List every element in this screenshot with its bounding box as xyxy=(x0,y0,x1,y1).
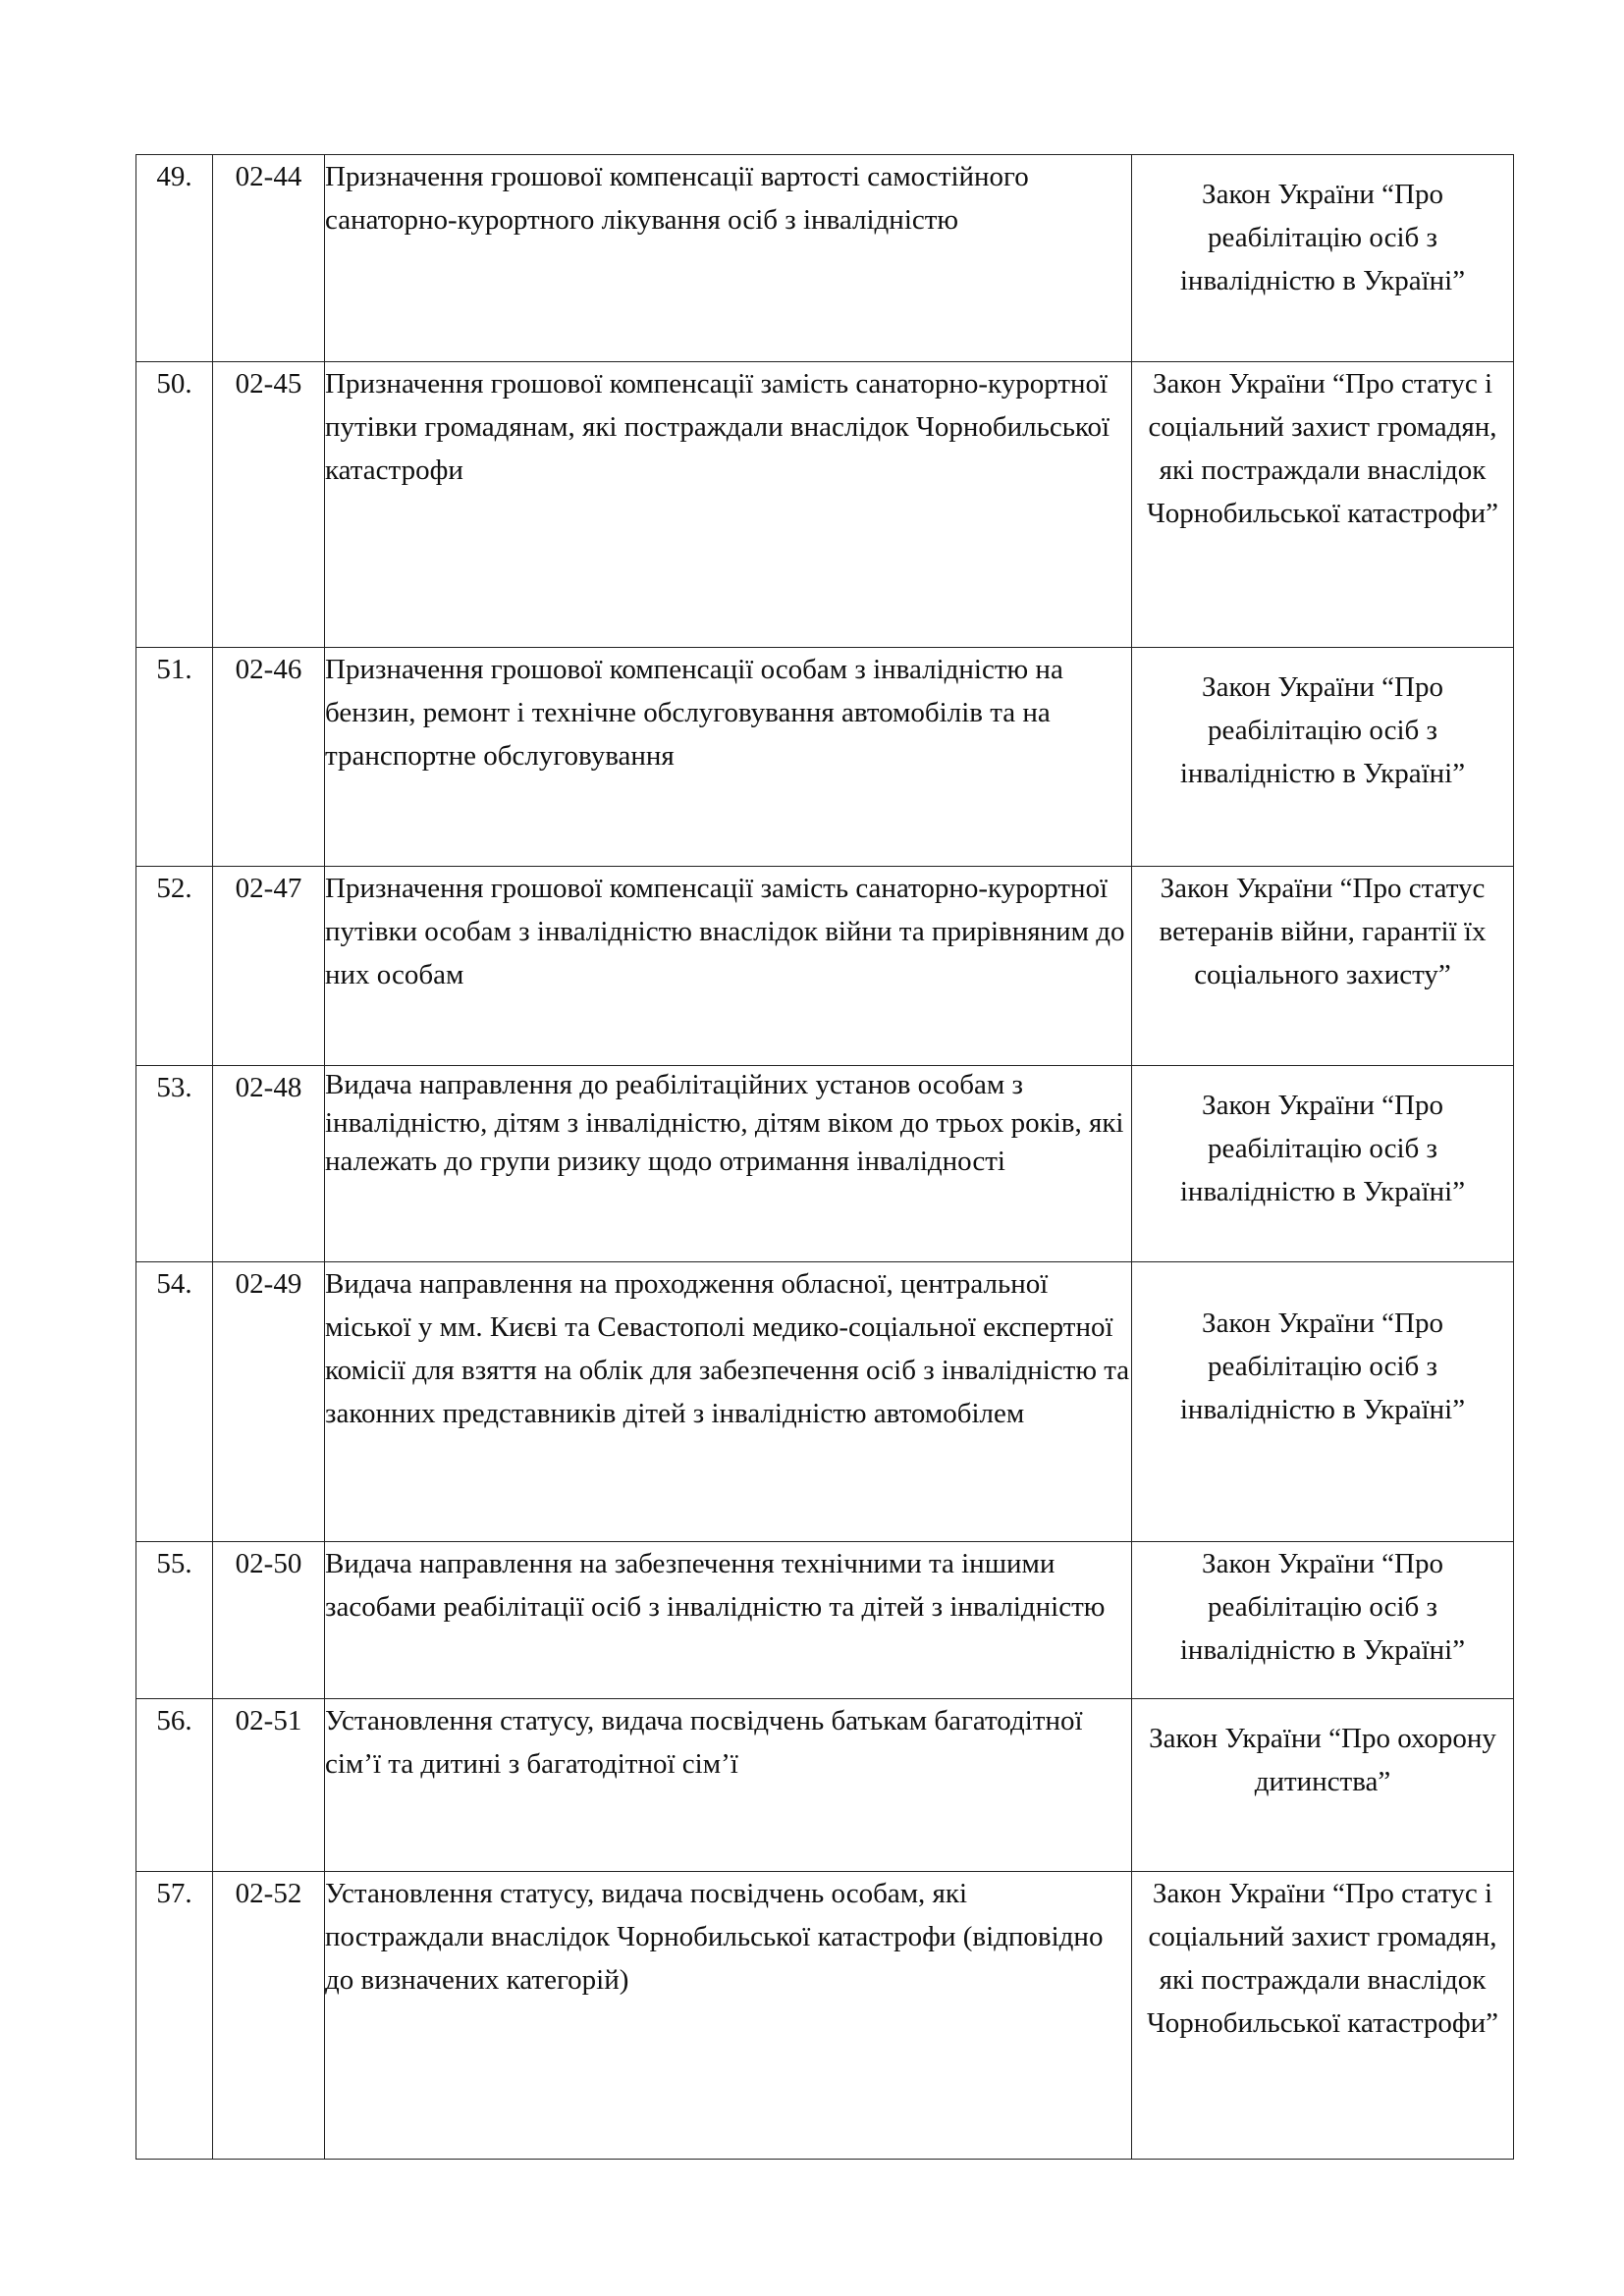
service-name: Видача направлення до реабілітаційних установ особам з інвалідністю, дітям з інвалідністю, дітям віком до трьох років, які належать до групи ризику щодо отримання інвалідності xyxy=(325,1066,1132,1262)
service-name: Установлення статусу, видача посвідчень особам, які постраждали внаслідок Чорнобильської катастрофи (відповідно до визначених категорій) xyxy=(325,1872,1132,2160)
service-name: Призначення грошової компенсації вартості самостійного санаторно-курортного лікування осіб з інвалідністю xyxy=(325,155,1132,362)
service-name: Призначення грошової компенсації замість санаторно-курортної путівки особам з інвалідністю внаслідок війни та прирівняним до них особам xyxy=(325,867,1132,1066)
row-number: 52. xyxy=(136,867,213,1066)
legal-basis: Закон України “Про статус ветеранів війни, гарантії їх соціального захисту” xyxy=(1132,867,1514,1066)
table-row xyxy=(136,1542,1514,1699)
service-code: 02-46 xyxy=(213,648,325,867)
table-row xyxy=(136,648,1514,867)
service-name: Видача направлення на проходження обласної, центральної міської у мм. Києві та Севастополі медико-соціальної експертної комісії для взяття на облік для забезпечення осіб з інвалідністю та законних представників дітей з інвалідністю автомобілем xyxy=(325,1262,1132,1542)
legal-basis: Закон України “Про реабілітацію осіб з інвалідністю в Україні” xyxy=(1132,648,1514,867)
service-code: 02-49 xyxy=(213,1262,325,1542)
legal-basis: Закон України “Про реабілітацію осіб з інвалідністю в Україні” xyxy=(1132,1542,1514,1699)
service-code: 02-48 xyxy=(213,1066,325,1262)
row-number: 53. xyxy=(136,1066,213,1262)
row-number: 57. xyxy=(136,1872,213,2160)
services-table xyxy=(135,154,1514,2160)
row-number: 56. xyxy=(136,1699,213,1872)
legal-basis: Закон України “Про охорону дитинства” xyxy=(1132,1699,1514,1872)
legal-basis: Закон України “Про реабілітацію осіб з інвалідністю в Україні” xyxy=(1132,1262,1514,1542)
service-code: 02-47 xyxy=(213,867,325,1066)
service-code: 02-44 xyxy=(213,155,325,362)
table-row xyxy=(136,362,1514,648)
service-name: Установлення статусу, видача посвідчень батькам багатодітної сім’ї та дитині з багатодітної сім’ї xyxy=(325,1699,1132,1872)
table-row xyxy=(136,1872,1514,2160)
legal-basis: Закон України “Про статус і соціальний захист громадян, які постраждали внаслідок Чорнобильської катастрофи” xyxy=(1132,362,1514,648)
row-number: 51. xyxy=(136,648,213,867)
row-number: 54. xyxy=(136,1262,213,1542)
table-row xyxy=(136,155,1514,362)
table-row xyxy=(136,867,1514,1066)
service-code: 02-45 xyxy=(213,362,325,648)
service-code: 02-50 xyxy=(213,1542,325,1699)
legal-basis: Закон України “Про статус і соціальний захист громадян, які постраждали внаслідок Чорнобильської катастрофи” xyxy=(1132,1872,1514,2160)
legal-basis: Закон України “Про реабілітацію осіб з інвалідністю в Україні” xyxy=(1132,1066,1514,1262)
service-name: Видача направлення на забезпечення технічними та іншими засобами реабілітації осіб з інвалідністю та дітей з інвалідністю xyxy=(325,1542,1132,1699)
row-number: 50. xyxy=(136,362,213,648)
service-name: Призначення грошової компенсації особам з інвалідністю на бензин, ремонт і технічне обслуговування автомобілів та на транспортне обслуговування xyxy=(325,648,1132,867)
table-row xyxy=(136,1262,1514,1542)
legal-basis: Закон України “Про реабілітацію осіб з інвалідністю в Україні” xyxy=(1132,155,1514,362)
table-row xyxy=(136,1066,1514,1262)
service-name: Призначення грошової компенсації замість санаторно-курортної путівки громадянам, які постраждали внаслідок Чорнобильської катастрофи xyxy=(325,362,1132,648)
service-code: 02-51 xyxy=(213,1699,325,1872)
service-code: 02-52 xyxy=(213,1872,325,2160)
row-number: 55. xyxy=(136,1542,213,1699)
table-row xyxy=(136,1699,1514,1872)
row-number: 49. xyxy=(136,155,213,362)
